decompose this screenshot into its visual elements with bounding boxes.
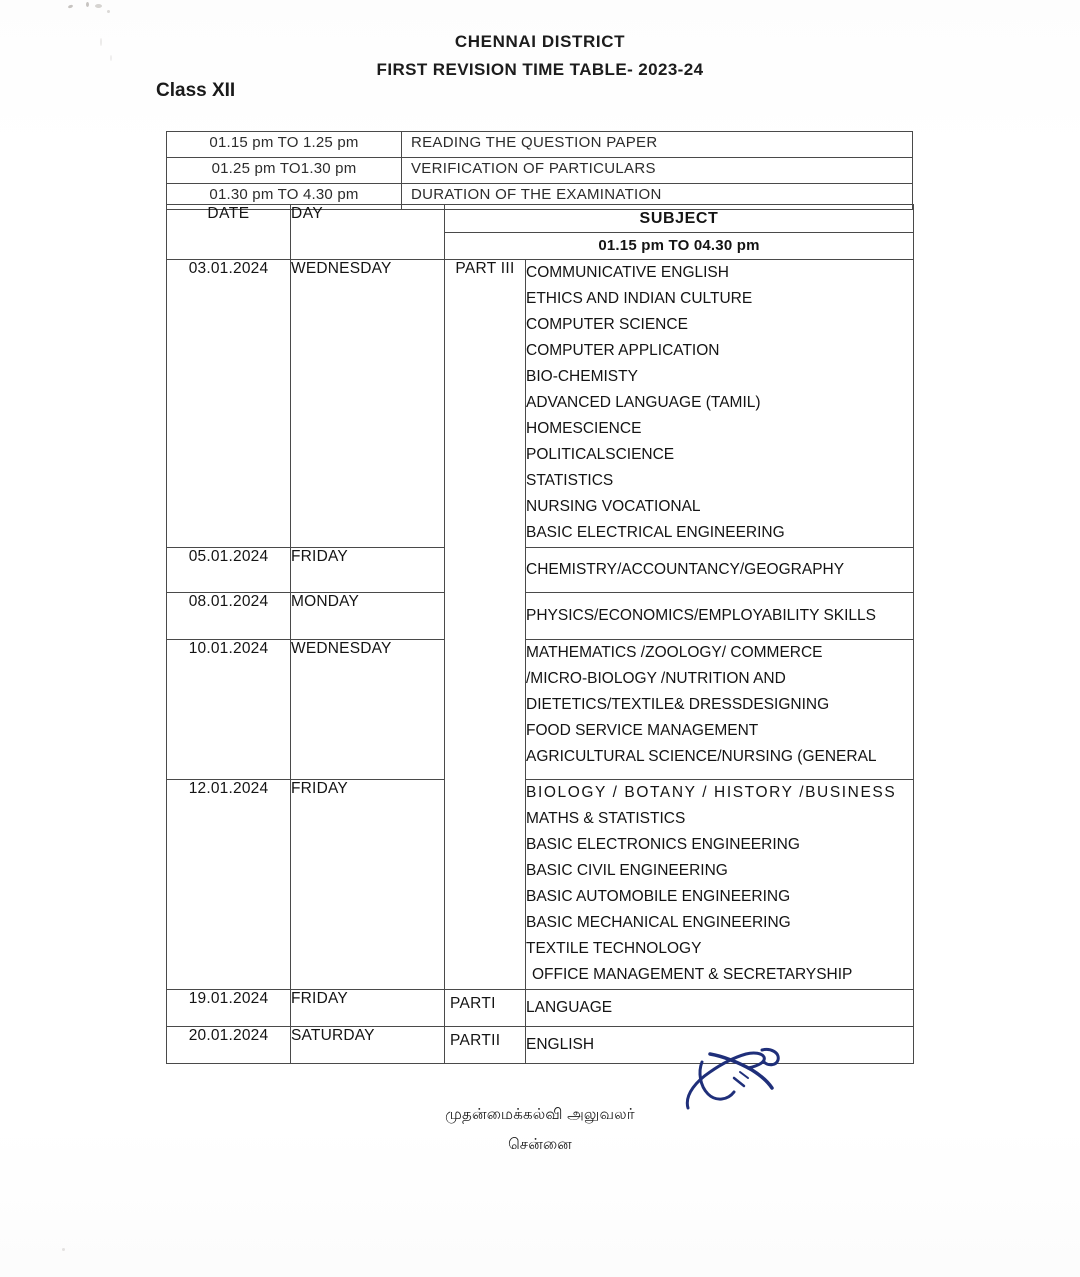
column-header-day: DAY (291, 205, 445, 260)
exam-subject-list (526, 1027, 914, 1064)
exam-subject: OFFICE MANAGEMENT & SECRETARYSHIP (532, 966, 853, 983)
exam-part-label: PART III (445, 260, 526, 990)
scan-speckle (62, 1248, 65, 1251)
table-row (167, 640, 914, 780)
exam-subject-list (526, 260, 914, 548)
scan-speckle (95, 4, 102, 8)
timing-description: VERIFICATION OF PARTICULARS (402, 158, 913, 184)
exam-date: 08.01.2024 (167, 593, 291, 640)
exam-subject-list (526, 640, 914, 780)
exam-day: WEDNESDAY (291, 640, 445, 780)
exam-subject: BIO-CHEMISTY (526, 368, 638, 385)
exam-day: FRIDAY (291, 780, 445, 990)
signature-place: சென்னை (508, 1136, 572, 1153)
exam-day: SATURDAY (291, 1027, 445, 1064)
timing-range: 01.15 pm TO 1.25 pm (167, 132, 402, 158)
table-header-row (167, 205, 914, 260)
exam-subject: AGRICULTURAL SCIENCE/NURSING (GENERAL (526, 748, 877, 765)
exam-subject: ETHICS AND INDIAN CULTURE (526, 290, 753, 307)
exam-subject: COMMUNICATIVE ENGLISH (526, 264, 729, 281)
exam-subject: /MICRO-BIOLOGY /NUTRITION AND (526, 670, 786, 687)
exam-date: 03.01.2024 (167, 260, 291, 548)
class-label: Class XII (156, 80, 236, 101)
exam-subject: BASIC ELECTRONICS ENGINEERING (526, 836, 800, 853)
exam-date: 05.01.2024 (167, 548, 291, 593)
exam-subject: PHYSICS/ECONOMICS/EMPLOYABILITY SKILLS (526, 607, 877, 624)
exam-subject: BASIC CIVIL ENGINEERING (526, 862, 728, 879)
exam-subject: MATHS & STATISTICS (526, 810, 686, 827)
exam-date: 10.01.2024 (167, 640, 291, 780)
exam-subject: LANGUAGE (526, 999, 613, 1016)
exam-subject: CHEMISTRY/ACCOUNTANCY/GEOGRAPHY (526, 561, 845, 578)
column-header-subject-time: 01.15 pm TO 04.30 pm (598, 237, 760, 254)
table-row (167, 780, 914, 990)
exam-day: FRIDAY (291, 548, 445, 593)
column-header-subject-label: SUBJECT (445, 205, 913, 233)
exam-part-label: PARTI (445, 990, 526, 1027)
exam-subject-list (526, 780, 914, 990)
exam-subject: FOOD SERVICE MANAGEMENT (526, 722, 759, 739)
district-title: CHENNAI DISTRICT (454, 32, 626, 51)
table-row (167, 260, 914, 548)
exam-subject: POLITICALSCIENCE (526, 446, 675, 463)
exam-subject-list (526, 990, 914, 1027)
exam-subject: STATISTICS (526, 472, 614, 489)
exam-subject: DIETETICS/TEXTILE& DRESSDESIGNING (526, 696, 830, 713)
timing-range: 01.30 pm TO 4.30 pm (167, 184, 402, 210)
table-row (167, 593, 914, 640)
table-row (167, 1027, 914, 1064)
exam-subject: HOMESCIENCE (526, 420, 642, 437)
signature-block (0, 1100, 1080, 1160)
table-row (167, 990, 914, 1027)
exam-subject-list (526, 593, 914, 640)
column-header-subject (445, 205, 914, 260)
exam-date: 20.01.2024 (167, 1027, 291, 1064)
exam-subject-list (526, 548, 914, 593)
page-title: FIRST REVISION TIME TABLE- 2023-24 (376, 60, 704, 79)
scan-speckle (107, 10, 110, 13)
exam-subject: ENGLISH (526, 1036, 595, 1053)
table-row (167, 548, 914, 593)
exam-day: FRIDAY (291, 990, 445, 1027)
exam-subject: BASIC AUTOMOBILE ENGINEERING (526, 888, 791, 905)
column-header-date: DATE (167, 205, 291, 260)
exam-day: MONDAY (291, 593, 445, 640)
timing-row (167, 158, 913, 184)
timing-range: 01.25 pm TO1.30 pm (167, 158, 402, 184)
exam-subject: ADVANCED LANGUAGE (TAMIL) (526, 394, 761, 411)
signature-designation: முதன்மைக்கல்வி அலுவலர் (445, 1106, 635, 1123)
exam-subject: MATHEMATICS /ZOOLOGY/ COMMERCE (526, 644, 823, 661)
exam-subject: NURSING VOCATIONAL (526, 498, 701, 515)
exam-timings-table (166, 131, 913, 210)
exam-subject: BIOLOGY / BOTANY / HISTORY /BUSINESS (526, 784, 897, 801)
exam-subject: BASIC ELECTRICAL ENGINEERING (526, 524, 785, 541)
exam-date: 19.01.2024 (167, 990, 291, 1027)
exam-schedule-table (166, 204, 914, 1064)
exam-subject: COMPUTER APPLICATION (526, 342, 720, 359)
exam-subject: TEXTILE TECHNOLOGY (526, 940, 702, 957)
exam-subject: BASIC MECHANICAL ENGINEERING (526, 914, 791, 931)
scan-speckle (86, 2, 89, 7)
timing-description: READING THE QUESTION PAPER (402, 132, 913, 158)
exam-subject: COMPUTER SCIENCE (526, 316, 688, 333)
timing-row (167, 132, 913, 158)
timing-description: DURATION OF THE EXAMINATION (402, 184, 913, 210)
exam-date: 12.01.2024 (167, 780, 291, 990)
exam-part-label: PARTII (445, 1027, 526, 1064)
exam-day: WEDNESDAY (291, 260, 445, 548)
